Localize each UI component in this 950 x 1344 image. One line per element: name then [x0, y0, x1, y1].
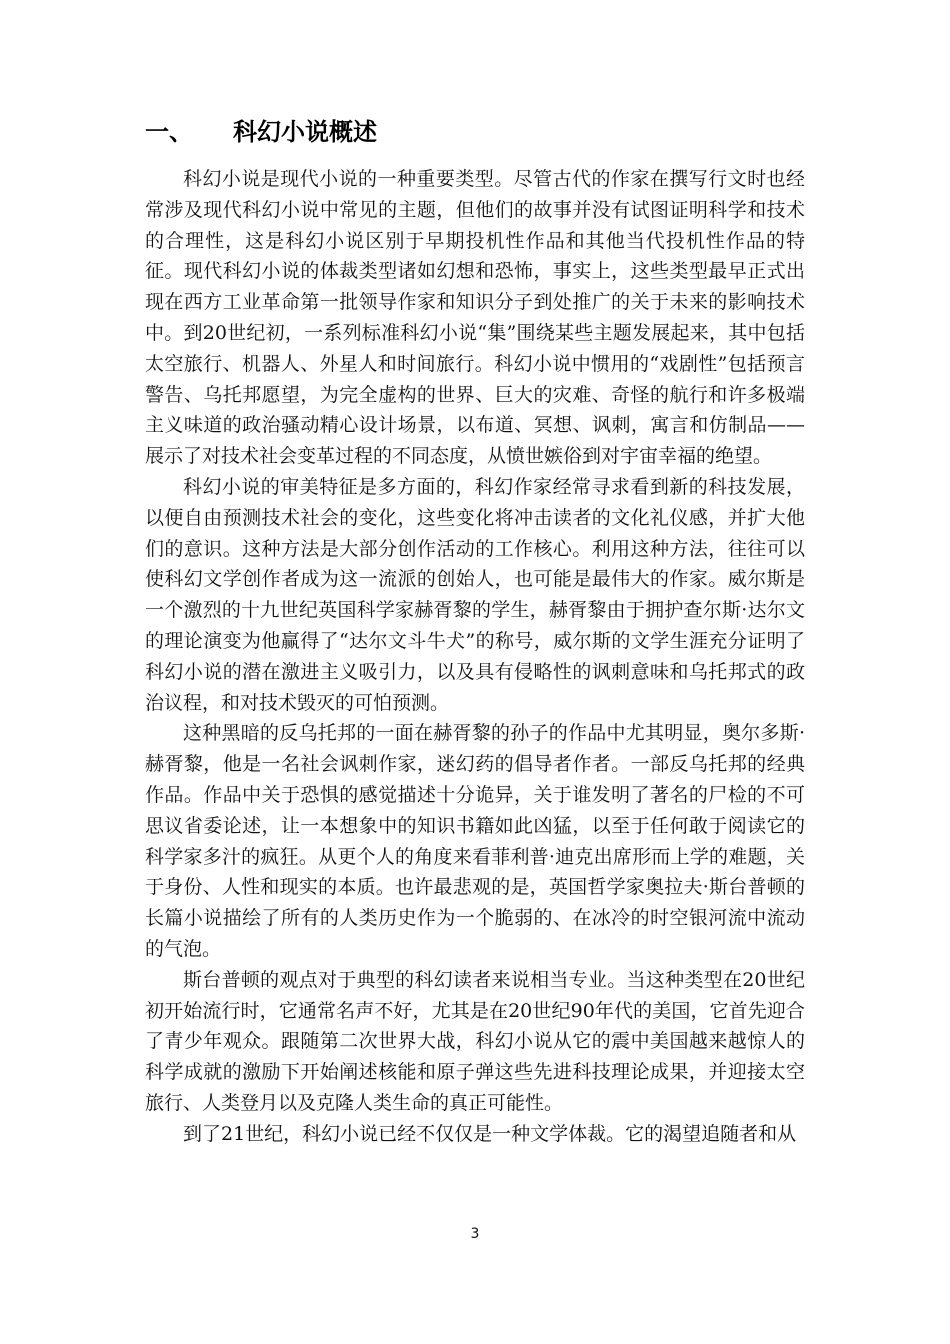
- paragraph: 到了21世纪，科幻小说已经不仅仅是一种文学体裁。它的渴望追随者和从: [183, 1122, 797, 1145]
- page-number: 3: [470, 1226, 480, 1242]
- paragraph: 科幻小说的审美特征是多方面的，科幻作家经常寻求看到新的科技发展，以便自由预测技术社会的变化，这些变化将冲击读者的文化礼仪感，并扩大他们的意识。这种方法是大部分创作活动的工作核心。利用这种方法，往往可以使科幻文学创作者成为这一流派的创始人，也可能是最伟大的作家。威尔斯是一个激烈的十九世纪英国科学家赫胥黎的学生，赫胥黎由于拥护查尔斯·达尔文的理论演变为他赢得了“达尔文斗牛犬”的称号，威尔斯的文学生涯充分证明了科幻小说的潜在激进主义吸引力，以及具有侵略性的讽刺意味和乌托邦式的政治议程，和对技术毁灭的可怕预测。: [145, 475, 805, 714]
- section-number: 一、: [145, 118, 193, 146]
- paragraph: 这种黑暗的反乌托邦的一面在赫胥黎的孙子的作品中尤其明显，奥尔多斯·赫胥黎，他是一名社会讽刺作家，迷幻药的倡导者作者。一部反乌托邦的经典作品。作品中关于恐惧的感觉描述十分诡异，关于谁发明了著名的尸检的不可思议省委论述，让一本想象中的知识书籍如此凶猛，以至于任何敢于阅读它的科学家多汁的疯狂。从更个人的角度来看菲利普·迪克出席形而上学的难题，关于身份、人性和现实的本质。也许最悲观的是，英国哲学家奥拉夫·斯台普顿的长篇小说描绘了所有的人类历史作为一个脆弱的、在冰冷的时空银河流中流动的气泡。: [145, 722, 805, 960]
- paragraph: 科幻小说是现代小说的一种重要类型。尽管古代的作家在撰写行文时也经常涉及现代科幻小说中常见的主题，但他们的故事并没有试图证明科学和技术的合理性，这是科幻小说区别于早期投机性作品和其他当代投机性作品的特征。现代科幻小说的体裁类型诸如幻想和恐怖，事实上，这些类型最早正式出现在西方工业革命第一批领导作家和知识分子到处推广的关于未来的影响技术中。到20世纪初，一系列标准科幻小说“集”围绕某些主题发展起来，其中包括太空旅行、机器人、外星人和时间旅行。科幻小说中惯用的“戏剧性”包括预言警告、乌托邦愿望，为完全虚构的世界、巨大的灾难、奇怪的航行和许多极端主义味道的政治骚动精心设计场景，以布道、冥想、讽刺，寓言和仿制品——展示了对技术社会变革过程的不同态度，从愤世嫉俗到对宇宙幸福的绝望。: [145, 168, 805, 468]
- body-text: [145, 164, 805, 1150]
- paragraph: 斯台普顿的观点对于典型的科幻读者来说相当专业。当这种类型在20世纪初开始流行时，它通常名声不好，尤其是在20世纪90年代的美国，它首先迎合了青少年观众。跟随第二次世界大战，科幻小说从它的震中美国越来越惊人的科学成就的激励下开始阐述核能和原子弹这些先进科技理论成果，并迎接太空旅行、人类登月以及克隆人类生命的真正可能性。: [145, 968, 805, 1114]
- section-title: 科幻小说概述: [233, 118, 377, 146]
- section-heading: [145, 116, 377, 148]
